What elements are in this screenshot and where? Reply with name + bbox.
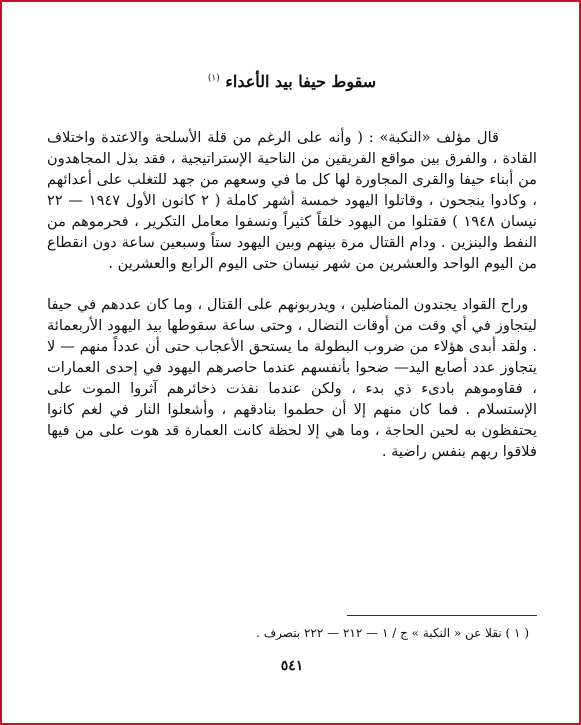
document-page: [47, 72, 537, 674]
page-number: ٥٤١: [280, 658, 304, 674]
footnote-divider: [347, 615, 537, 616]
page-title: [47, 72, 537, 91]
footnote: ( ١ ) نقلا عن « النكبة » ج / ١ — ٢١٢ — ٢٢٢ بتصرف .: [256, 626, 529, 640]
title-text: سقوط حيفا بيد الأعداء: [225, 72, 377, 91]
paragraph-1: قال مؤلف «النكبة» : ( وأنه على الرغم من قلة الأسلحة والاعتدة واختلاف القادة ، والفرق بين مواقع الفريقين من الناحية الإستراتيجية ، فقد بذل المجاهدون من أبناء حيفا والقرى المجاورة لها كل ما في وسعهم من جهد للتغلب على أعدائهم ، وكادوا ينجحون ، وقاتلوا اليهود خمسة أشهر كاملة ( ٢ كانون الأول ١٩٤٧ — ٢٢ نيسان ١٩٤٨ ) فقتلوا من اليهود خلقاً كثيراً ونسفوا معامل التكرير ، فحرموهم من النفط والبنزين . ودام القتال مرة بينهم وبين اليهود ستاً وسبعين ساعة دون انقطاع من اليوم الواحد والعشرين من شهر نيسان حتى اليوم الرابع والعشرين .: [47, 129, 537, 272]
paragraph-2: وراح القواد يجندون المناضلين ، ويدربونهم على القتال ، وما كان عددهم في حيفا ليتجاوز في أي وقت من أوقات النضال ، وحتى ساعة سقوطها بيد اليهود الأربعمائة . ولقد أبدى هؤلاء من ضروب البطولة ما يستحق الأعجاب حتى أن عدداً منهم — لا يتجاوز عدد أصابع اليد— ضحوا بأنفسهم عندما حاصرهم اليهود في إحدى العمارات ، فقاوموهم بادىء ذي بدء ، ولكن عندما نفذت ذخائرهم آثروا الموت على الإستسلام . فما كان منهم إلا أن حطموا بنادقهم ، وأشعلوا النار في لغم كانوا يحتفظون به لحين الحاجة ، وما هي إلا لحظة كانت العمارة قد هوت على من فيها فلاقوا ربهم بنفس راضية .: [47, 296, 537, 460]
title-footnote-marker: (١): [207, 73, 220, 84]
